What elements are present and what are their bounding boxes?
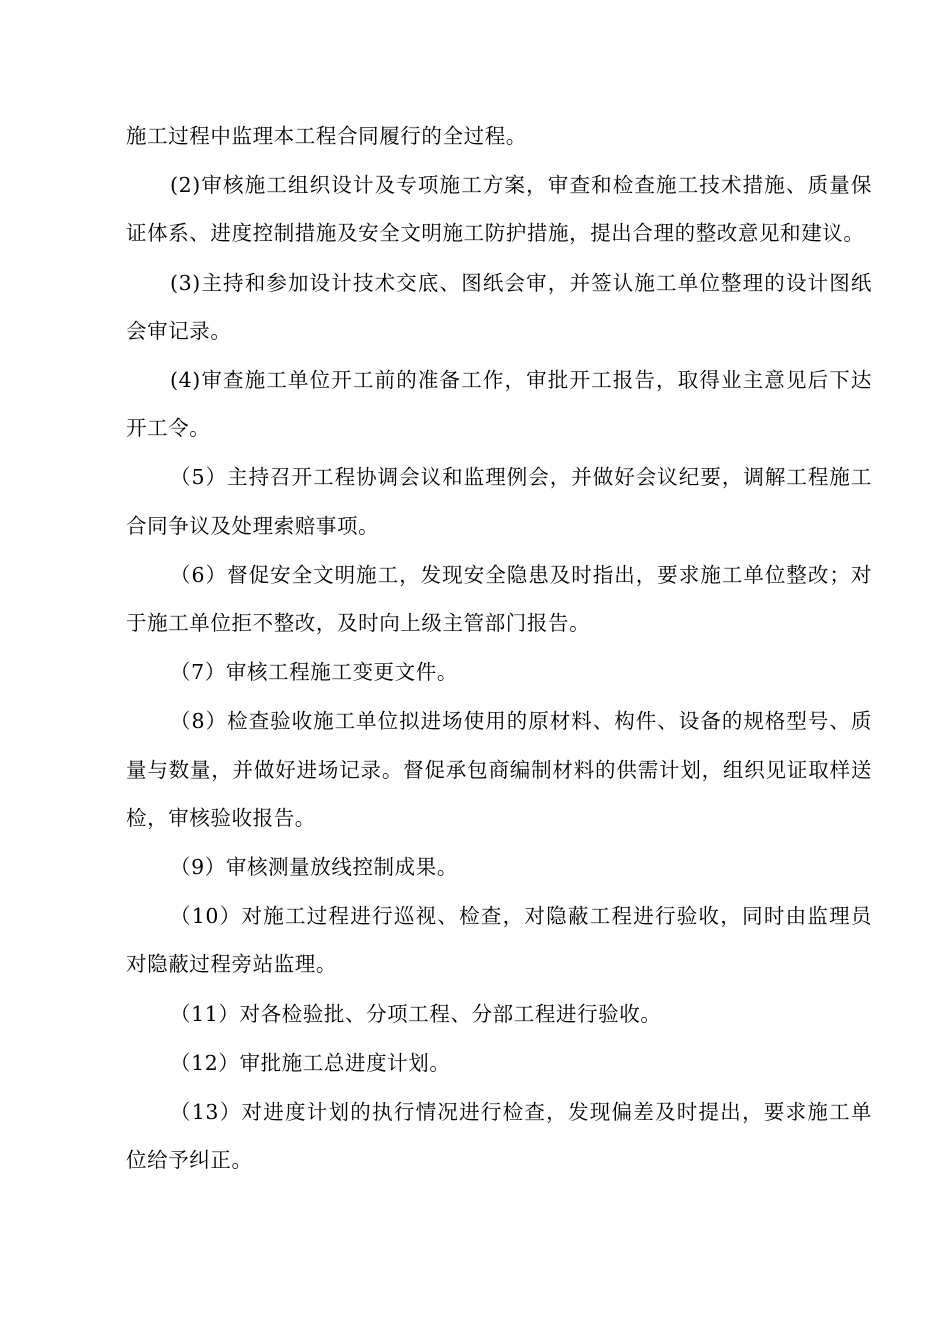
paragraph-11: （11）对各检验批、分项工程、分部工程进行验收。 <box>170 1001 662 1026</box>
paragraph-4: (4)审查施工单位开工前的准备工作，审批开工报告，取得业主意见后下达开工令。 <box>126 368 872 441</box>
paragraph-3: (3)主持和参加设计技术交底、图纸会审，并签认施工单位整理的设计图纸会审记录。 <box>126 270 872 343</box>
document-body <box>126 112 872 1185</box>
paragraph-6: （6）督促安全文明施工，发现安全隐患及时指出，要求施工单位整改；对于施工单位拒不整改，及时向上级主管部门报告。 <box>126 562 872 636</box>
paragraph-7: （7）审核工程施工变更文件。 <box>170 660 458 685</box>
paragraph-10: （10）对施工过程进行巡视、检查，对隐蔽工程进行验收，同时由监理员对隐蔽过程旁站监理。 <box>126 904 872 977</box>
paragraph-13: （13）对进度计划的执行情况进行检查，发现偏差及时提出，要求施工单位给予纠正。 <box>126 1100 872 1173</box>
paragraph-8: （8）检查验收施工单位拟进场使用的原材料、构件、设备的规格型号、质量与数量，并做好进场记录。督促承包商编制材料的供需计划，组织见证取样送检，审核验收报告。 <box>126 709 872 830</box>
paragraph-1: 施工过程中监理本工程合同履行的全过程。 <box>126 124 527 148</box>
paragraph-9: （9）审核测量放线控制成果。 <box>170 855 458 880</box>
paragraph-5: （5）主持召开工程协调会议和监理例会，并做好会议纪要，调解工程施工合同争议及处理索赔事项。 <box>126 465 872 538</box>
paragraph-2: (2)审核施工组织设计及专项施工方案，审查和检查施工技术措施、质量保证体系、进度控制措施及安全文明施工防护措施，提出合理的整改意见和建议。 <box>126 173 872 246</box>
paragraph-12: （12）审批施工总进度计划。 <box>170 1050 451 1075</box>
